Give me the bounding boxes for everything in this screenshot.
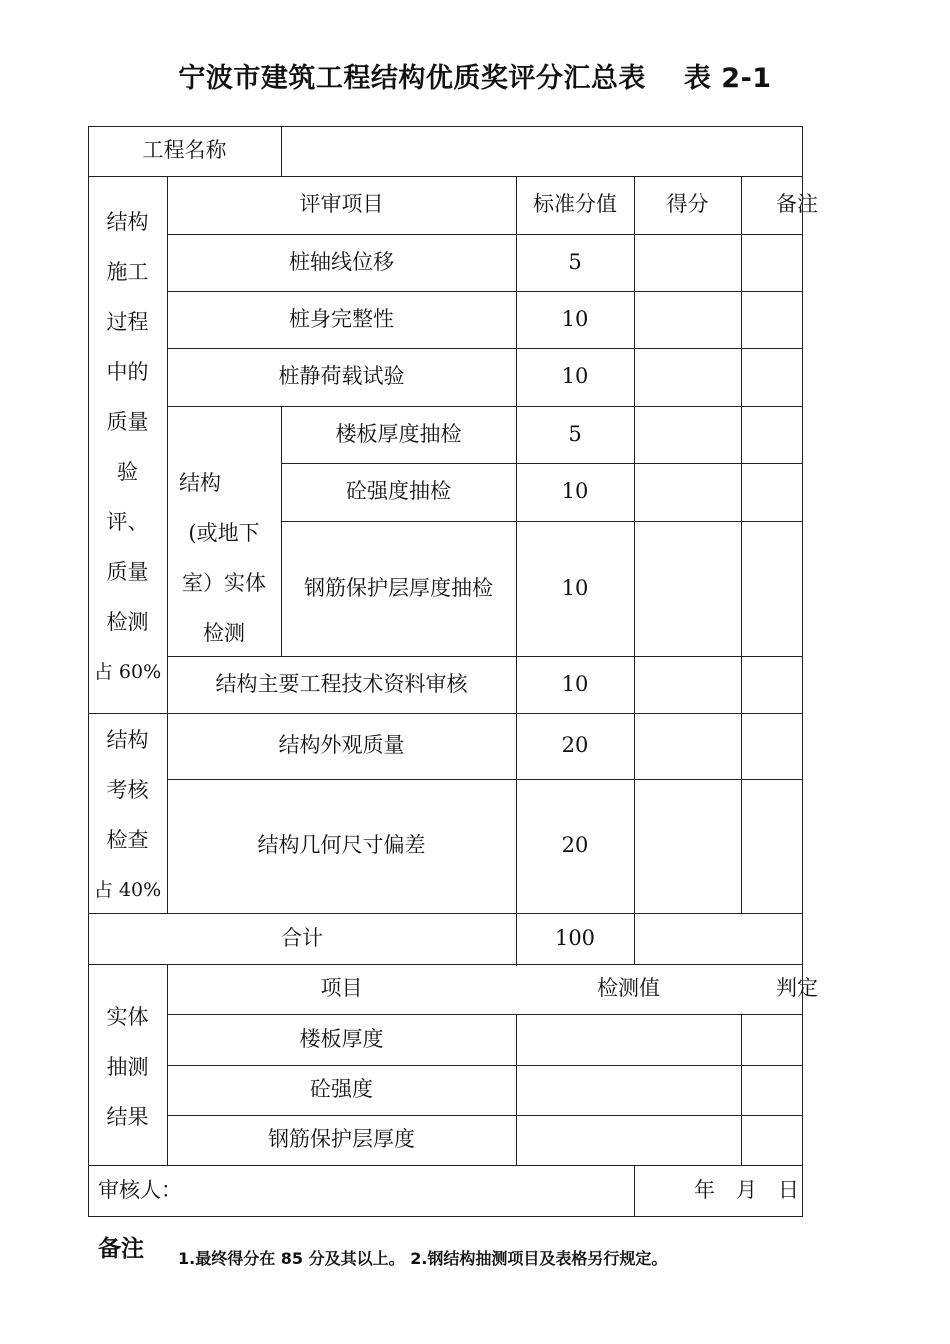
note-label: 备注: [98, 1236, 144, 1262]
test-row-item: 砼强度: [310, 1077, 373, 1102]
row-item: 桩轴线位移: [289, 249, 394, 274]
header-remark: 备注: [776, 192, 818, 217]
header-standard: 标准分值: [533, 192, 617, 217]
group3-label-line: 结果: [106, 1105, 149, 1129]
group2-row-item: 结构几何尺寸偏差: [257, 833, 426, 858]
sub-group-label-line: 室）实体: [182, 571, 266, 595]
group2-label-line: 检查: [106, 828, 149, 852]
group1-label-line: 结构: [106, 210, 149, 234]
group2-label-line: 考核: [106, 778, 149, 802]
date-label: 年 月 日: [694, 1177, 799, 1202]
row-value: 5: [568, 249, 582, 274]
vline: [516, 1014, 517, 1166]
group1-label-line: 施工: [106, 260, 149, 284]
project-name-label: 工程名称: [142, 138, 227, 163]
group1-label-line: 检测: [106, 610, 149, 634]
test-row-item: 钢筋保护层厚度: [268, 1127, 415, 1152]
vline: [281, 126, 282, 177]
row-item: 桩静荷载试验: [278, 364, 405, 389]
group1-label-line: 质量: [106, 410, 149, 434]
sub-row-item: 钢筋保护层厚度抽检: [304, 575, 493, 600]
sub-group-label-line: 结构: [179, 471, 221, 495]
test-header-verdict: 判定: [776, 976, 818, 1001]
group2-row-item: 结构外观质量: [278, 733, 405, 758]
group2-row-value: 20: [561, 833, 589, 858]
test-row-item: 楼板厚度: [299, 1026, 384, 1051]
row-value: 10: [561, 306, 589, 331]
group1-label-line: 评、: [106, 510, 149, 534]
test-header-value: 检测值: [597, 976, 660, 1001]
group2-label-line: 结构: [106, 728, 149, 752]
total-value: 100: [554, 925, 596, 950]
sub-group-label-line: 检测: [203, 621, 245, 645]
title-text: 宁波市建筑工程结构优质奖评分汇总表: [178, 63, 646, 94]
sub-row-value: 10: [561, 479, 589, 504]
group1-label-line: 中的: [106, 360, 149, 384]
page-title: [0, 56, 950, 95]
tech-review-item: 结构主要工程技术资料审核: [215, 671, 468, 696]
group1-label-line: 验: [117, 460, 138, 484]
group1-label-line: 占 60%: [93, 661, 162, 683]
group1-label-line: 质量: [106, 560, 149, 584]
header-item: 评审项目: [299, 192, 384, 217]
group1-label-line: 过程: [106, 310, 149, 334]
vline: [634, 1165, 635, 1217]
hline: [88, 1216, 803, 1217]
vline: [741, 1014, 742, 1166]
group2-row-value: 20: [561, 733, 589, 758]
header-score: 得分: [666, 192, 709, 217]
total-label: 合计: [281, 925, 323, 950]
vline: [741, 176, 742, 914]
sub-row-item: 楼板厚度抽检: [335, 421, 462, 446]
row-item: 桩身完整性: [289, 306, 394, 331]
sub-row-value: 5: [568, 421, 582, 446]
row-value: 10: [561, 364, 589, 389]
table-number: 表 2-1: [683, 63, 772, 94]
group2-label-line: 占 40%: [93, 879, 162, 901]
group3-label-line: 抽测: [106, 1055, 149, 1079]
reviewer-label: 审核人：: [98, 1177, 182, 1202]
tech-review-value: 10: [561, 671, 589, 696]
group3-label-line: 实体: [106, 1005, 149, 1029]
sub-row-value: 10: [561, 575, 589, 600]
note-text: 1.最终得分在 85 分及其以上。 2.钢结构抽测项目及表格另行规定。: [178, 1249, 668, 1268]
test-header-item: 项目: [320, 976, 363, 1001]
vline: [802, 126, 803, 1217]
sub-row-item: 砼强度抽检: [346, 479, 451, 504]
sub-group-label-line: (或地下: [188, 521, 260, 545]
vline: [634, 176, 635, 965]
